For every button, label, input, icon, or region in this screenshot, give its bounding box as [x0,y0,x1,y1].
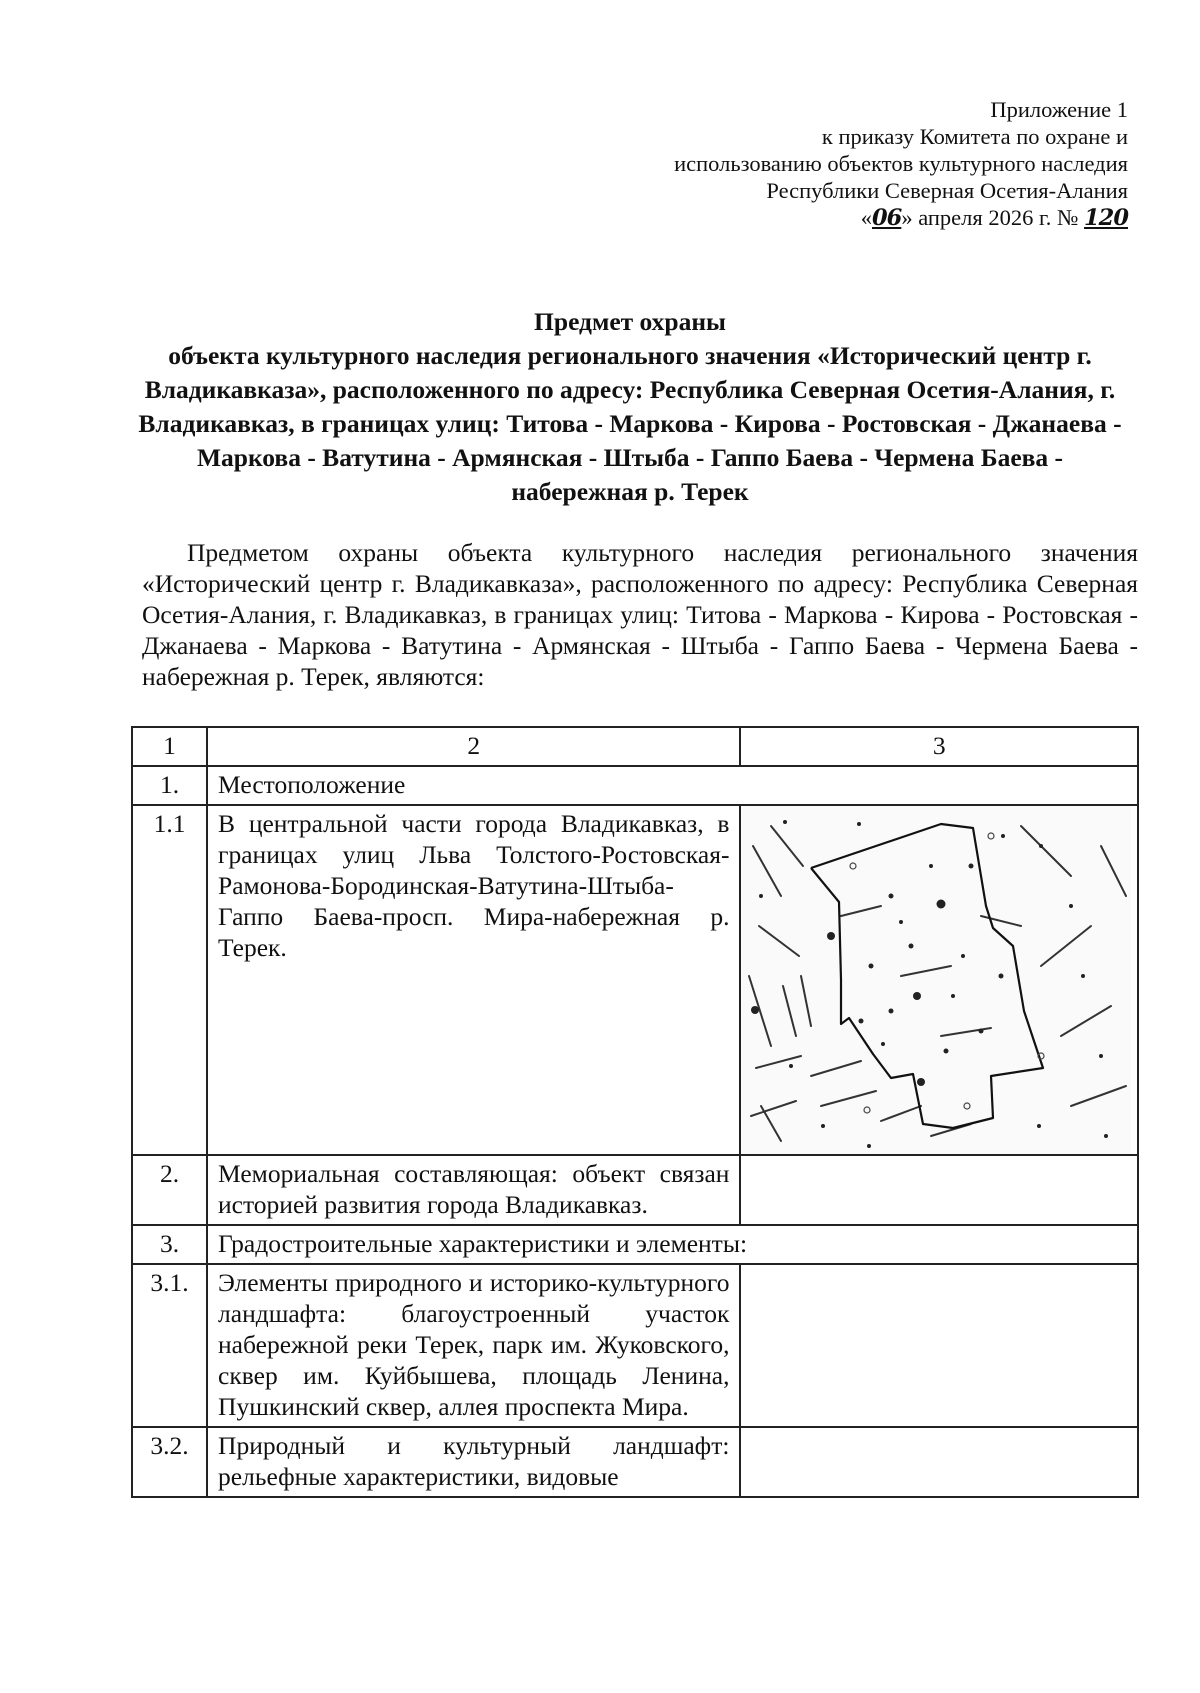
protection-table [131,726,1139,1498]
row-text: Природный и культурный ландшафт: рельефные характеристики, видовые [207,1427,740,1497]
row-text: Местоположение [207,766,1138,805]
column-header-2: 2 [207,727,740,766]
order-reference: к приказу Комитета по охране и [821,124,1128,149]
row-number: 3. [132,1225,207,1264]
row-number: 3.2. [132,1427,207,1497]
table-row [132,766,1138,805]
row-text: Элементы природного и историко-культурного ландшафта: благоустроенный участок набережной реки Терек, парк им. Жуковского, сквер им. Куйбышева, площадь Ленина, Пушкинский сквер, аллея проспекта Мира. [207,1264,740,1427]
title-heading: Предмет охраны [534,307,726,336]
date-month-year: » апреля 2026 г. № [901,205,1079,230]
appendix-number: Приложение 1 [990,97,1128,122]
table-row [132,1155,1138,1225]
row-text: В центральной части города Владикавказ, в границах улиц Льва Толстого-Ростовская-Рамонова-Бородинская-Ватутина-Штыба-Гаппо Баева-просп. Мира-набережная р. Терек. [207,805,740,1155]
handwritten-order-number: 120 [1084,205,1128,231]
table-row [132,805,1138,1155]
column-header-3: 3 [740,727,1138,766]
document-title [130,305,1130,509]
map-cell [740,805,1138,1155]
territory-boundary-map [741,806,1131,1154]
table-row [132,1225,1138,1264]
row-number: 1. [132,766,207,805]
empty-cell [740,1264,1138,1427]
row-number: 1.1 [132,805,207,1155]
title-subject: объекта культурного наследия регионального значения «Исторический центр г. Владикавказа», расположенного по адресу: Республика Северная Осетия-Алания, г. Владикавказ, в границах улиц: Титова - Маркова - Кирова - Ростовская - Джанаева - Маркова - Ватутина - Армянская - Штыба - Гаппо Баева - Чермена Баева - набережная р. Терек [138,341,1122,506]
row-text: Мемориальная составляющая: объект связан историей развития города Владикавказ. [207,1155,740,1225]
row-text: Градостроительные характеристики и элементы: [207,1225,1138,1264]
empty-cell [740,1427,1138,1497]
republic-name: Республики Северная Осетия-Алания [766,178,1128,203]
committee-name: использованию объектов культурного наследия [674,151,1128,176]
intro-paragraph: Предметом охраны объекта культурного наследия регионального значения «Исторический центр г. Владикавказа», расположенного по адресу: Республика Северная Осетия-Алания, г. Владикавказ, в границах улиц: Титова - Маркова - Кирова - Ростовская - Джанаева - Маркова - Ватутина - Армянская - Штыба - Гаппо Баева - Чермена Баева - набережная р. Терек, являются: [142,538,1138,691]
date-open-quote: « [860,205,873,230]
appendix-header [428,96,1128,232]
row-number: 3.1. [132,1264,207,1427]
empty-cell [740,1155,1138,1225]
handwritten-day: 06 [872,205,902,231]
row-number: 2. [132,1155,207,1225]
table-header-row [132,727,1138,766]
table-row [132,1427,1138,1497]
column-header-1: 1 [132,727,207,766]
table-row [132,1264,1138,1427]
order-date-line [428,204,1128,232]
